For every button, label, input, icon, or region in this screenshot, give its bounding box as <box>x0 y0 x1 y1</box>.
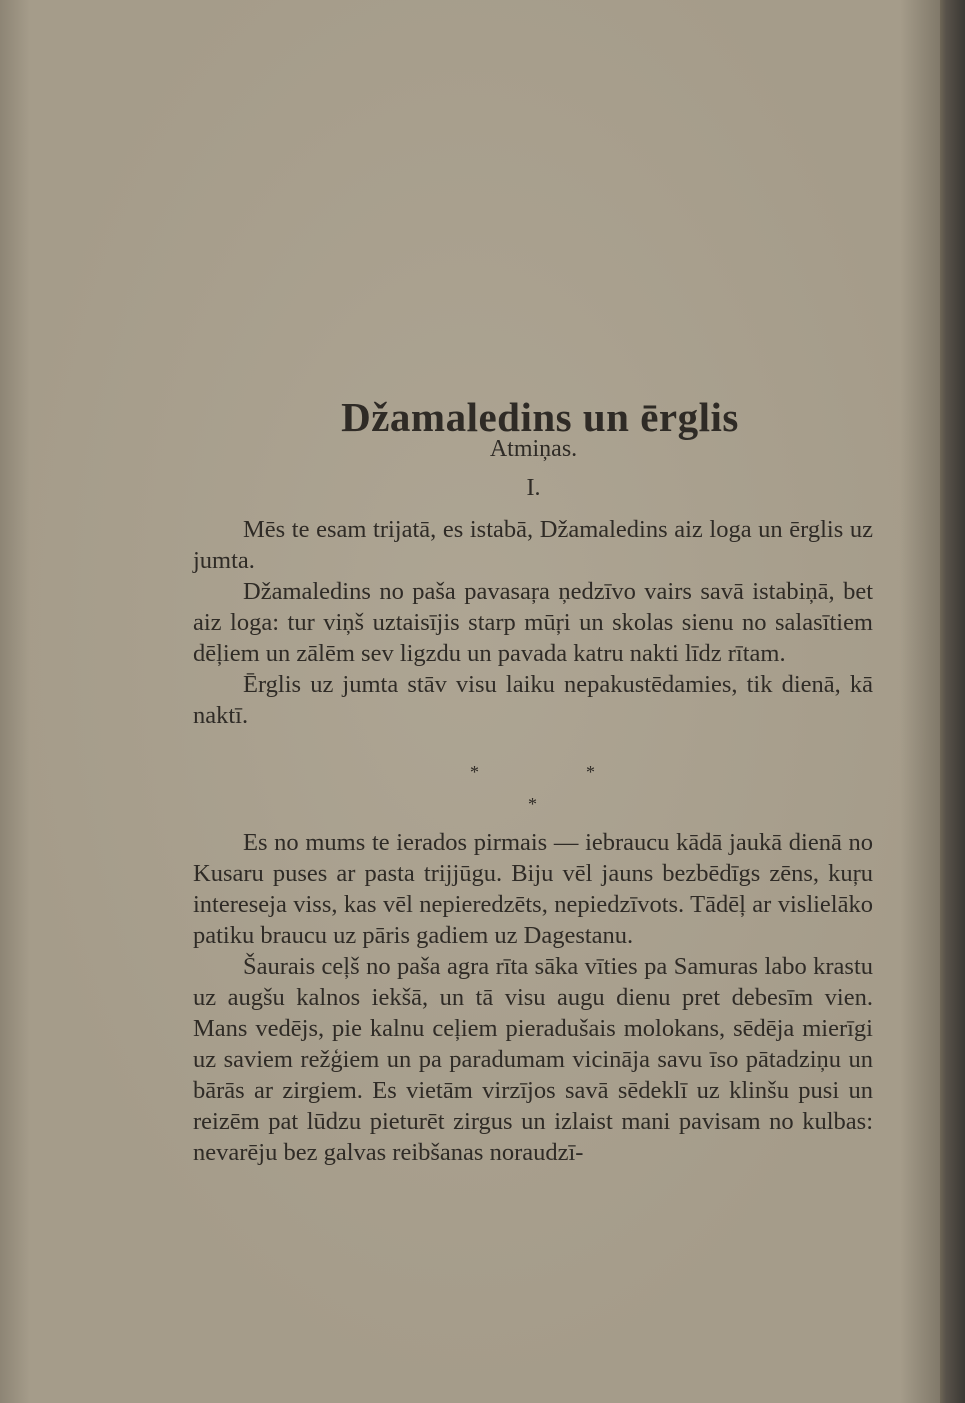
section-separator <box>0 762 940 822</box>
separator-asterisk: * <box>528 794 537 814</box>
section-two <box>193 827 873 1168</box>
story-subtitle: Atmiņas. <box>489 436 578 462</box>
chapter-number: I. <box>526 475 541 501</box>
story-title: Džamaledins un ērglis <box>341 394 739 441</box>
page-edge <box>940 0 965 1403</box>
paragraph: Es no mums te ierados pirmais — iebraucu kādā jaukā dienā no Kusaru puses ar pasta trijjūgu. Biju vēl jauns bezbēdīgs zēns, kuŗu intereseja viss, kas vēl nepieredzēts, nepiedzīvots. Tādēļ ar vislielāko patiku braucu uz pāris gadiem uz Dagestanu. <box>193 829 873 949</box>
separator-asterisk: * <box>586 762 595 782</box>
paragraph: Šaurais ceļš no paša agra rīta sāka vīties pa Samuras labo krastu uz augšu kalnos iekšā, un tā visu augu dienu pret debesīm vien. Mans vedējs, pie kalnu ceļiem pieradušais molokans, sēdēja mierīgi uz saviem režģiem un pa paradumam vicināja savu īso pātadziņu un bārās ar zirgiem. Es vietām virzījos savā sēdeklī uz klinšu pusi un reizēm pat lūdzu pieturēt zirgus un izlaist mani pavisam no kulbas: nevarēju bez galvas reibšanas noraudzī- <box>193 953 873 1166</box>
paragraph: Mēs te esam trijatā, es istabā, Džamaledins aiz loga un ērglis uz jumta. <box>193 516 873 574</box>
paragraph: Ērglis uz jumta stāv visu laiku nepakustēdamies, tik dienā, kā naktī. <box>193 671 873 729</box>
separator-asterisk: * <box>470 762 479 782</box>
paragraph: Džamaledins no paša pavasaŗa ņedzīvo vairs savā istabiņā, bet aiz loga: tur viņš uztaisījis starp mūŗi un skolas sienu no salasītiem dēļiem un zālēm sev ligzdu un pavada katru nakti līdz rītam. <box>193 578 873 667</box>
section-one <box>193 514 873 731</box>
